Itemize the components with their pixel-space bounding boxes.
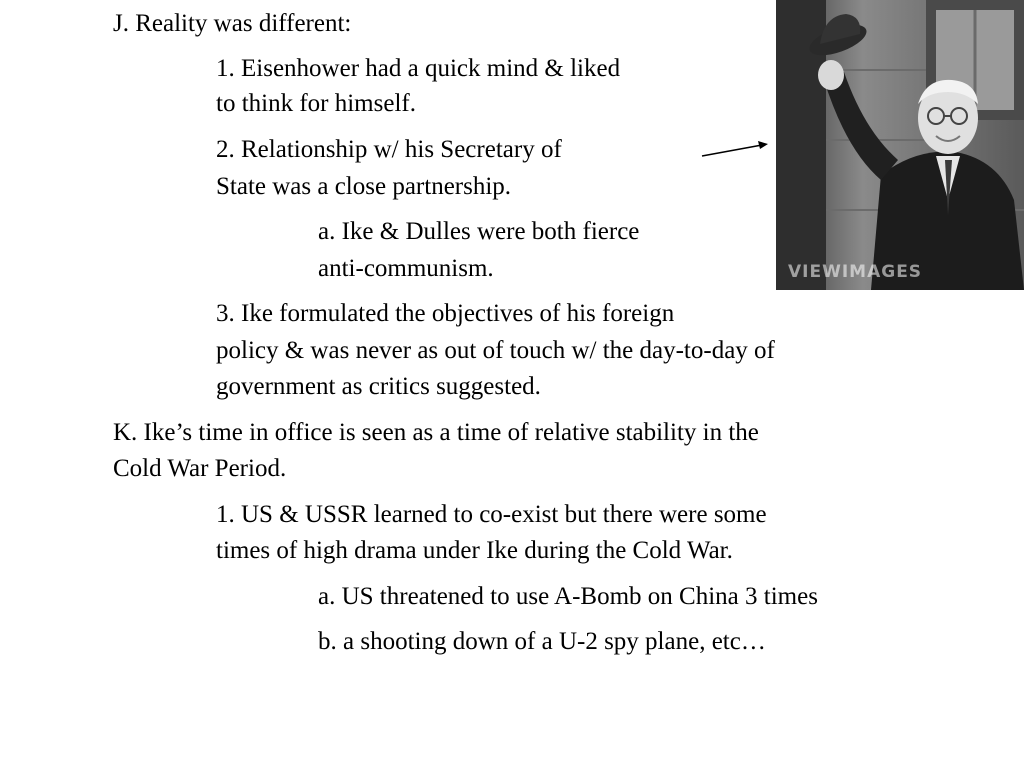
point-j1: 1. Eisenhower had a quick mind & liked: [216, 55, 621, 82]
arrow-pointer-icon: [700, 138, 772, 160]
point-j1-cont: to think for himself.: [216, 90, 416, 117]
photo-watermark: VIEWIMAGES: [788, 262, 923, 282]
point-k1: 1. US & USSR learned to co-exist but there were some: [216, 501, 767, 528]
point-j3: 3. Ike formulated the objectives of his foreign: [216, 300, 675, 327]
point-k1-cont: times of high drama under Ike during the Cold War.: [216, 537, 733, 564]
point-j2: 2. Relationship w/ his Secretary of: [216, 136, 562, 163]
heading-k-cont: Cold War Period.: [113, 455, 287, 482]
heading-j: J. Reality was different:: [113, 10, 352, 37]
point-k1a: a. US threatened to use A-Bomb on China 3 times: [318, 583, 818, 610]
point-k1b: b. a shooting down of a U-2 spy plane, etc…: [318, 628, 766, 655]
point-j3-cont1: policy & was never as out of touch w/ the day-to-day of: [216, 337, 775, 364]
point-j2a-cont: anti-communism.: [318, 255, 494, 282]
photo-illustration: [776, 0, 1024, 290]
heading-k: K. Ike’s time in office is seen as a time of relative stability in the: [113, 419, 759, 446]
point-j2-cont: State was a close partnership.: [216, 173, 512, 200]
point-j2a: a. Ike & Dulles were both fierce: [318, 218, 640, 245]
point-j3-cont2: government as critics suggested.: [216, 373, 541, 400]
dulles-photo: [776, 0, 1024, 290]
